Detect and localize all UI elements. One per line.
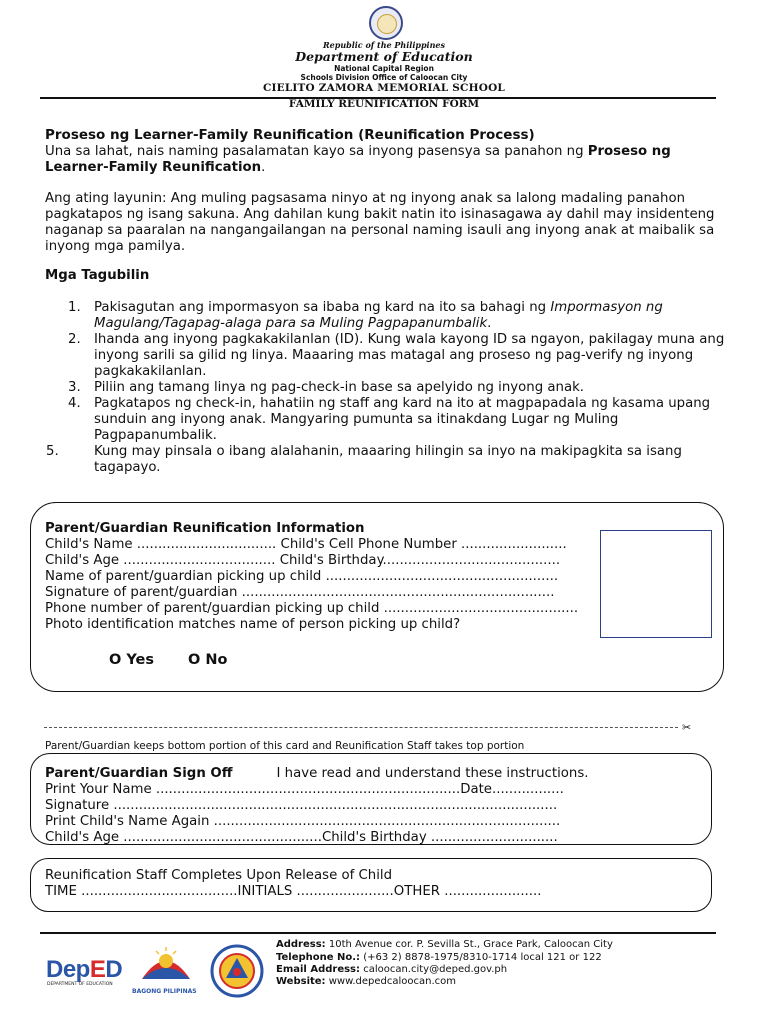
reunification-info-fields (45, 521, 605, 633)
list-item: 3. Piliin ang tamang linya ng pag-check-in base sa apelyido ng inyong anak. (68, 380, 585, 395)
no-option[interactable]: O No (188, 652, 228, 668)
cut-note: Parent/Guardian keeps bottom portion of this card and Reunification Staff takes top portion (45, 740, 525, 752)
print-child-name-row[interactable]: Print Child's Name Again .................................................................................. (45, 814, 561, 829)
division-line: Schools Division Office of Caloocan City (300, 73, 468, 82)
photo-box (600, 530, 712, 638)
parent-phone-row[interactable]: Phone number of parent/guardian picking up child .............................................. (45, 601, 579, 616)
process-heading: Proseso ng Learner-Family Reunification (Reunification Process) (45, 127, 535, 143)
reunification-info-title: Parent/Guardian Reunification Information (45, 521, 365, 536)
child-age-row[interactable]: Child's Age ...............................................Child's Birthday .............................. (45, 830, 558, 845)
deped-subtitle: DEPARTMENT OF EDUCATION (47, 982, 113, 987)
list-item: 5. Kung may pinsala o ibang alalahanin, maaaring hilingin sa inyo na makipagkita sa isang tagapayo. (46, 444, 682, 475)
email-value[interactable]: caloocan.city@deped.gov.ph (363, 964, 508, 975)
purpose-paragraph: Ang ating layunin: Ang muling pagsasama ninyo at ng inyong anak sa lalong madaling panahon pagkatapos ng isang sakuna. Ang dahilan kung bakit natin ito isinasagawa ay dahil may insidenteng naganap sa paaralan na nangangailangan na personal naming isauli ang inyong anak at maibalik sa inyong mga pamilya. (45, 191, 715, 254)
initials-field[interactable]: INITIALS ....................... (237, 884, 394, 899)
instructions-list (46, 300, 726, 476)
sign-off-statement: I have read and understand these instructions. (276, 766, 589, 781)
form-title: FAMILY REUNIFICATION FORM (288, 98, 480, 110)
instructions-heading: Mga Tagubilin (45, 268, 150, 283)
sdo-caloocan-seal-icon (206, 944, 268, 998)
list-item: 4. Pagkatapos ng check-in, hahatiin ng staff ang kard na ito at magpapadala ng kasama upang sunduin ang inyong anak. Mangyaring pumunta sa itinakdang Lugar ng Muling Pagpapanumbalik. (68, 396, 711, 443)
cut-line (44, 727, 678, 728)
photo-id-question: Photo identification matches name of person picking up child? (45, 617, 461, 632)
scissors-icon: ✂ (682, 721, 692, 734)
deped-logo: DepED (46, 956, 123, 983)
staff-fields (45, 868, 705, 900)
sign-off-title: Parent/Guardian Sign Off (45, 766, 233, 781)
bagong-pilipinas-text: BAGONG PILIPINAS (132, 988, 197, 995)
list-item: 1. Pakisagutan ang impormasyon sa ibaba ng kard na ito sa bahagi ng Impormasyon ng Magulang/Tagapag-alaga para sa Muling Pagpapanumbalik. (68, 300, 663, 331)
yes-option[interactable]: O Yes (109, 652, 155, 668)
email-line: Email Address: caloocan.city@deped.gov.ph (276, 964, 508, 975)
parent-name-row[interactable]: Name of parent/guardian picking up child ....................................................... (45, 569, 559, 584)
parent-signature-row[interactable]: Signature of parent/guardian .......................................................................... (45, 585, 555, 600)
address-line: Address: 10th Avenue cor. P. Sevilla St., Grace Park, Caloocan City (276, 939, 613, 950)
other-field[interactable]: OTHER ....................... (393, 884, 542, 899)
signature-row[interactable]: Signature ......................................................................................................... (45, 798, 558, 813)
time-field[interactable]: TIME ..................................... (45, 884, 238, 899)
childs-age-row[interactable]: Child's Age .................................... Child's Birthday.......................................... (45, 553, 561, 568)
telephone-line: Telephone No.: (+63 2) 8878-1975/8310-1714 local 121 or 122 (276, 952, 602, 963)
print-name-row[interactable]: Print Your Name ........................................................................Date................. (45, 782, 564, 797)
sign-off-fields (45, 766, 705, 846)
list-item: 2. Ihanda ang inyong pagkakakilanlan (ID). Kung wala kayong ID sa ngayon, pakilagay muna ang inyong sarili sa gilid ng linya. Maaaring mas matagal ang proseso ng pag-verify ng inyong pagkakakilanlan. (68, 332, 725, 379)
website-link[interactable]: www.depedcaloocan.com (328, 976, 457, 987)
bagong-pilipinas-logo-icon (138, 939, 194, 987)
school-name: CIELITO ZAMORA MEMORIAL SCHOOL (262, 82, 506, 94)
childs-name-row[interactable]: Child's Name ................................. Child's Cell Phone Number ......................... (45, 537, 567, 552)
staff-title: Reunification Staff Completes Upon Release of Child (45, 868, 393, 883)
footer-divider (40, 932, 716, 934)
deped-seal-icon (369, 6, 403, 40)
region-line: National Capital Region (334, 64, 434, 73)
address-value: 10th Avenue cor. P. Sevilla St., Grace Park, Caloocan City (328, 939, 613, 950)
department-line: Department of Education (295, 49, 473, 64)
website-line: Website: www.depedcaloocan.com (276, 976, 457, 987)
telephone-value: (+63 2) 8878-1975/8310-1714 local 121 or 122 (363, 952, 602, 963)
thanks-paragraph: Una sa lahat, nais naming pasalamatan kayo sa inyong pasensya sa panahon ng Proseso ng Learner-Family Reunification. (45, 144, 671, 175)
republic-line: Republic of the Philippines (322, 40, 445, 50)
